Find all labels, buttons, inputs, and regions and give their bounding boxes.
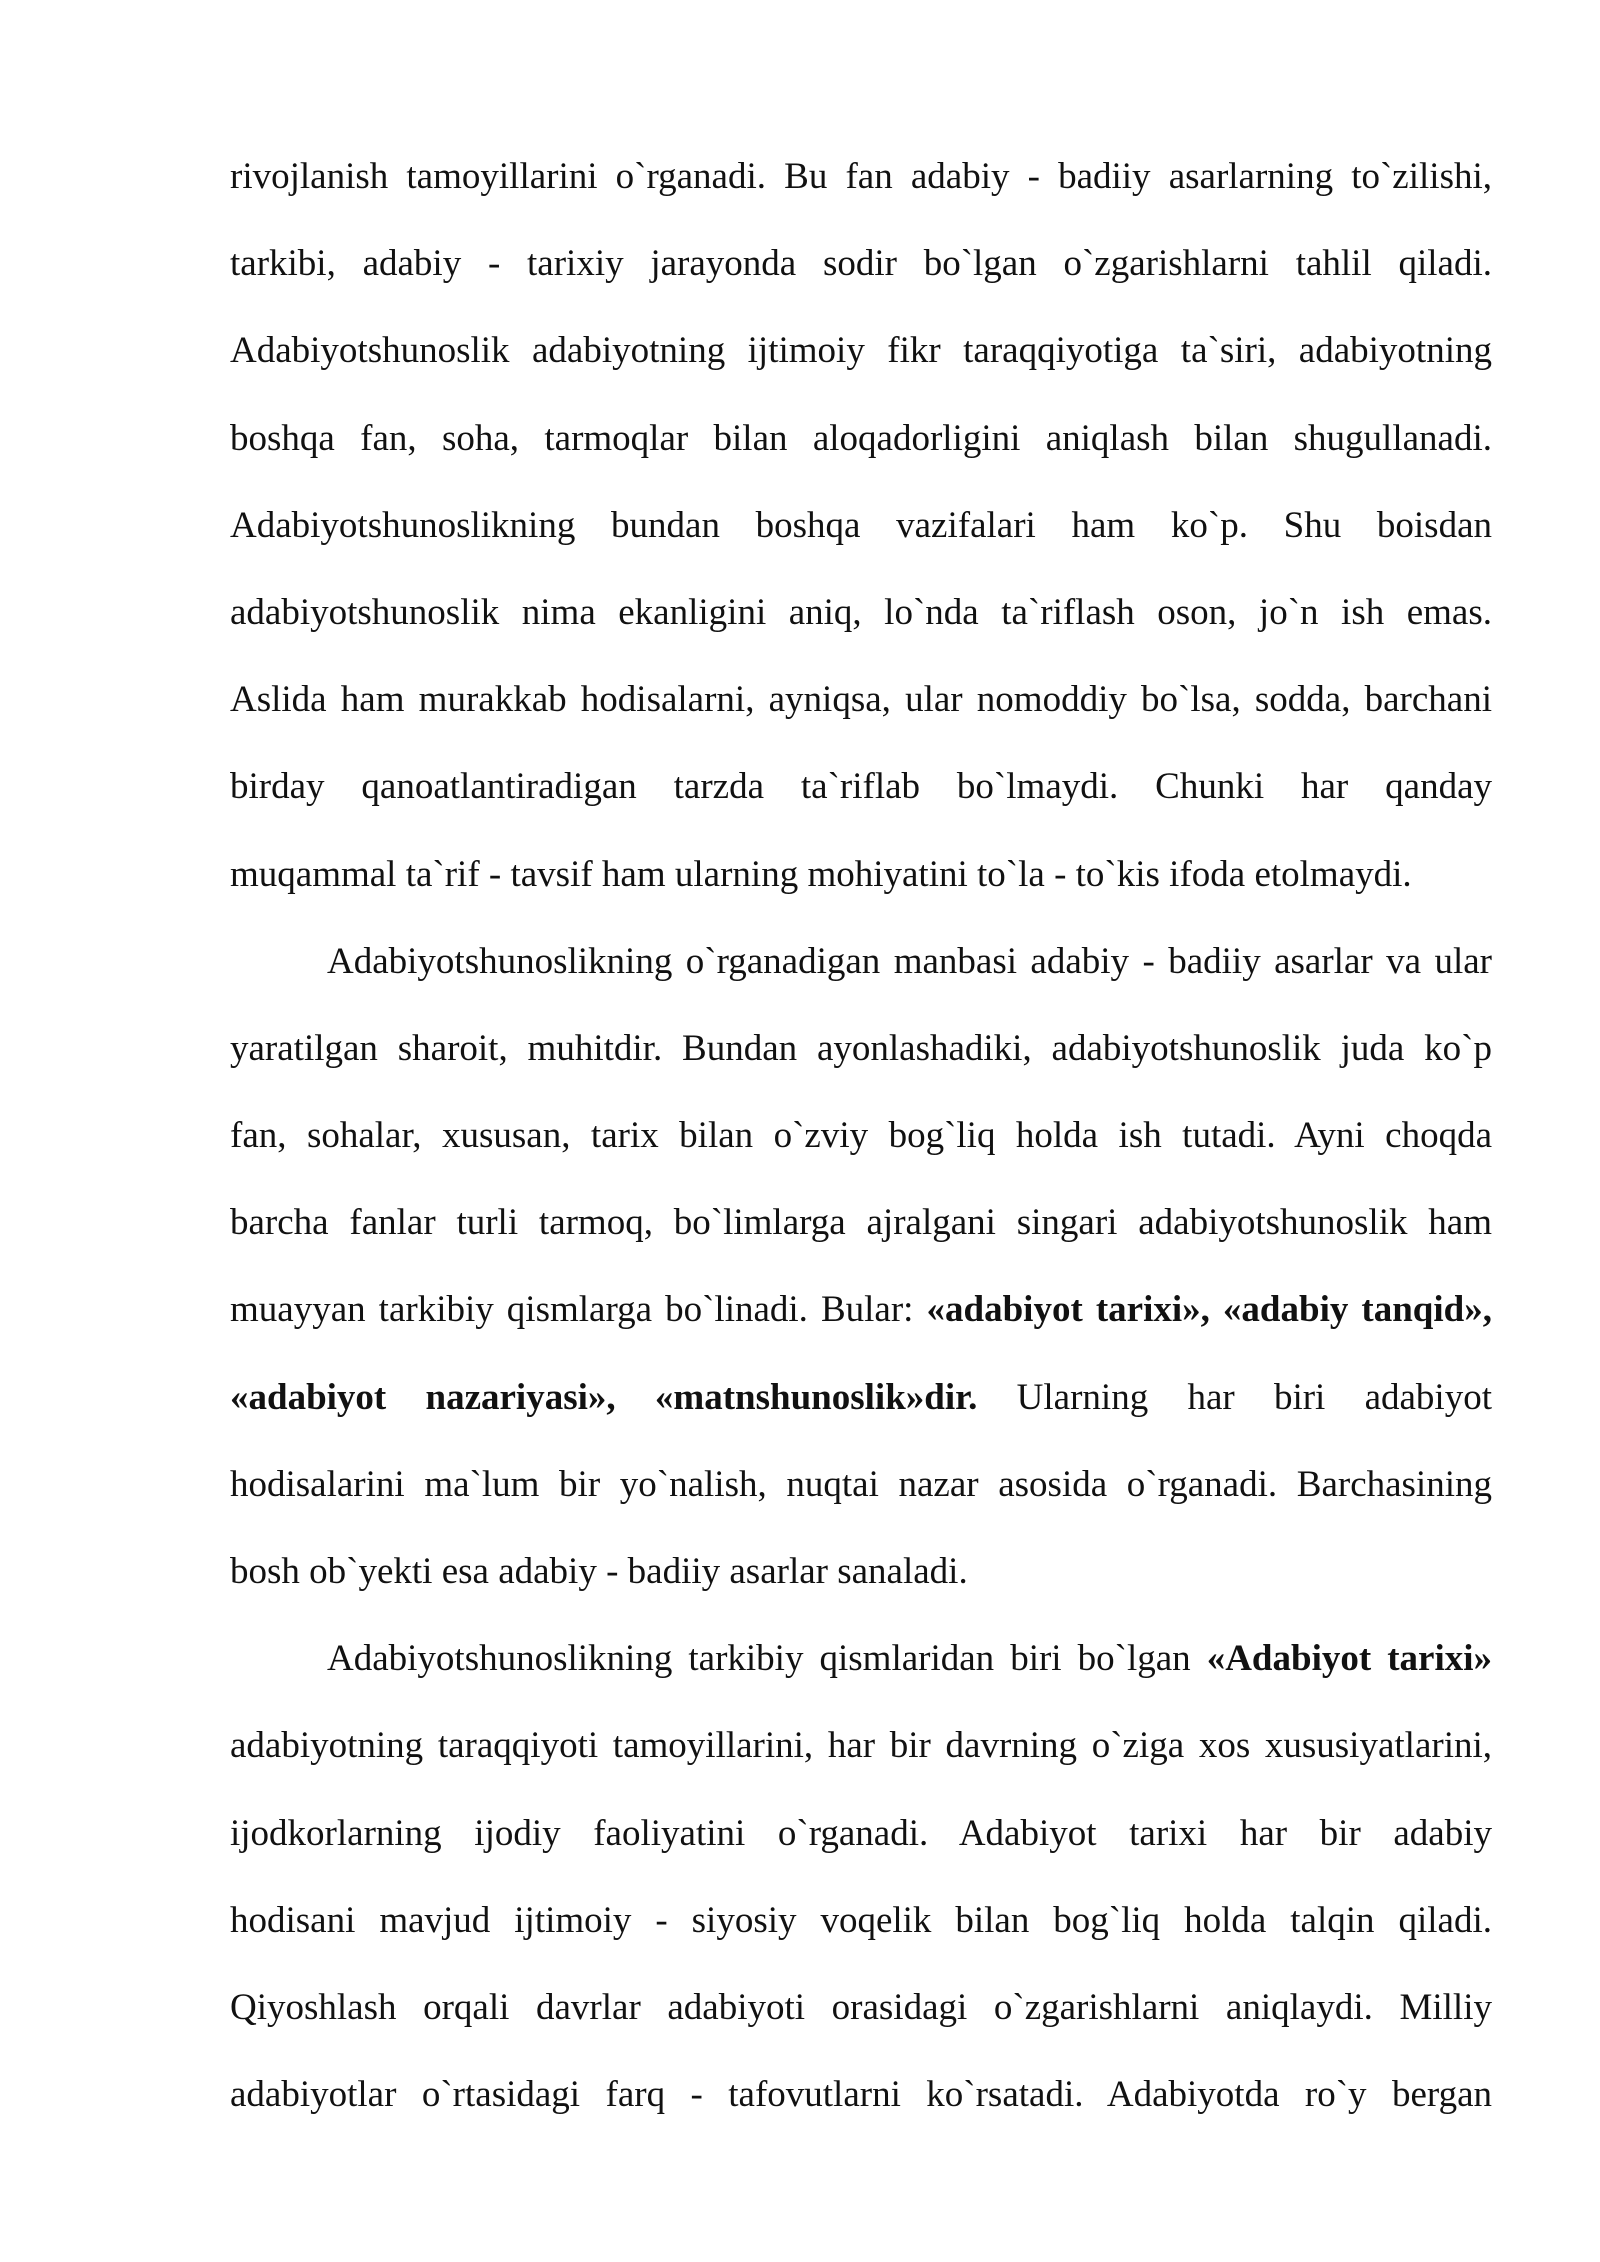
paragraph-line: Aslida ham murakkab hodisalarni, ayniqsa, ular nomoddiy bo`lsa, sodda, barchani bbox=[230, 679, 1492, 721]
paragraph-line: boshqa fan, soha, tarmoqlar bilan aloqadorligini aniqlash bilan shugullanadi. bbox=[230, 417, 1492, 459]
paragraph-line: yaratilgan sharoit, muhitdir. Bundan ayonlashadiki, adabiyotshunoslik juda ko`p bbox=[230, 1027, 1492, 1069]
bold-term: «adabiyot nazariyasi», «matnshunoslik»dir. bbox=[230, 1376, 978, 1418]
paragraph-line: ijodkorlarning ijodiy faoliyatini o`rganadi. Adabiyot tarixi har bir adabiy bbox=[230, 1812, 1492, 1854]
paragraph-line: Qiyoshlash orqali davrlar adabiyoti orasidagi o`zgarishlarni aniqlaydi. Milliy bbox=[230, 1986, 1492, 2028]
paragraph-line: tarkibi, adabiy - tarixiy jarayonda sodir bo`lgan o`zgarishlarni tahlil qiladi. bbox=[230, 243, 1492, 285]
paragraph-line: Adabiyotshunoslik adabiyotning ijtimoiy fikr taraqqiyotiga ta`siri, adabiyotning bbox=[230, 330, 1492, 372]
paragraph-line: fan, sohalar, xususan, tarix bilan o`zviy bog`liq holda ish tutadi. Ayni choqda bbox=[230, 1115, 1492, 1157]
paragraph-line: Adabiyotshunoslikning o`rganadigan manbasi adabiy - badiiy asarlar va ular bbox=[327, 940, 1492, 982]
bold-term: «adabiyot tarixi», «adabiy tanqid», bbox=[926, 1289, 1492, 1331]
document-page bbox=[230, 142, 1492, 2147]
paragraph-line: bosh ob`yekti esa adabiy - badiiy asarlar sanaladi. bbox=[230, 1551, 968, 1592]
line-text: Adabiyotshunoslikning tarkibiy qismlaridan biri bo`lgan bbox=[327, 1638, 1207, 1680]
paragraph-line: barcha fanlar turli tarmoq, bo`limlarga ajralgani singari adabiyotshunoslik ham bbox=[230, 1202, 1492, 1244]
paragraph-line: hodisalarini ma`lum bir yo`nalish, nuqtai nazar asosida o`rganadi. Barchasining bbox=[230, 1463, 1492, 1505]
paragraph-line bbox=[230, 1363, 1492, 1450]
line-text: muayyan tarkibiy qismlarga bo`linadi. Bular: bbox=[230, 1289, 927, 1331]
paragraph-line: adabiyotning taraqqiyoti tamoyillarini, har bir davrning o`ziga xos xususiyatlarini, bbox=[230, 1725, 1492, 1767]
paragraph-line: Adabiyotshunoslikning bundan boshqa vazifalari ham ko`p. Shu boisdan bbox=[230, 504, 1492, 546]
paragraph-line bbox=[230, 1275, 1492, 1362]
paragraph-line: rivojlanish tamoyillarini o`rganadi. Bu fan adabiy - badiiy asarlarning to`zilishi, bbox=[230, 156, 1492, 197]
paragraph-line: muqammal ta`rif - tavsif ham ularning mohiyatini to`la - to`kis ifoda etolmaydi. bbox=[230, 853, 1412, 895]
paragraph-line: adabiyotlar o`rtasidagi farq - tafovutlarni ko`rsatadi. Adabiyotda ro`y bergan bbox=[230, 2074, 1492, 2116]
line-text: Ularning har biri adabiyot bbox=[977, 1376, 1492, 1418]
paragraph-line: hodisani mavjud ijtimoiy - siyosiy voqelik bilan bog`liq holda talqin qiladi. bbox=[230, 1899, 1492, 1941]
paragraph-line: adabiyotshunoslik nima ekanligini aniq, lo`nda ta`riflash oson, jo`n ish emas. bbox=[230, 591, 1492, 633]
paragraph-line bbox=[230, 1624, 1492, 1711]
paragraph-line: birday qanoatlantiradigan tarzda ta`riflab bo`lmaydi. Chunki har qanday bbox=[230, 766, 1492, 808]
bold-term: «Adabiyot tarixi» bbox=[1206, 1638, 1493, 1680]
